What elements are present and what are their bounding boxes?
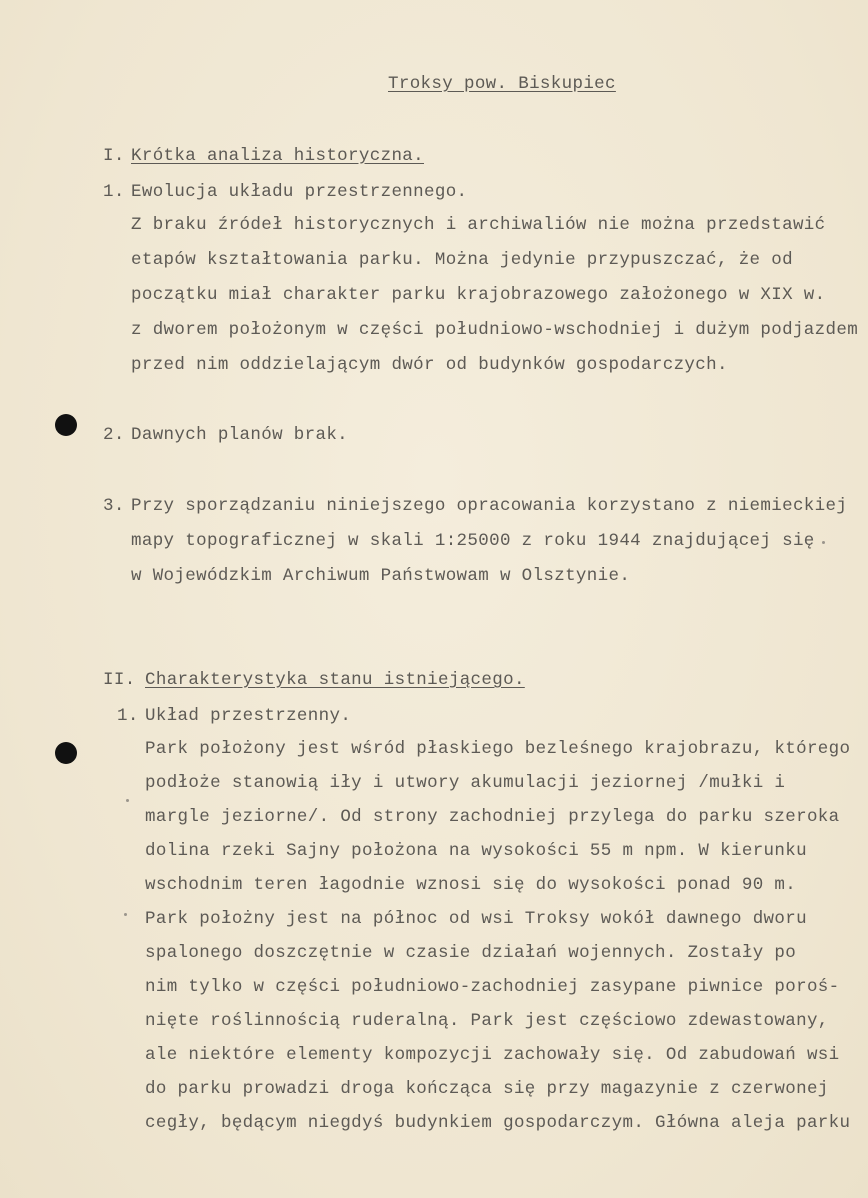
paragraph-line: przed nim oddzielającym dwór od budynków gospodarczych.	[131, 355, 728, 375]
section1-item2-number: 2.	[103, 425, 125, 445]
paragraph-line: w Wojewódzkim Archiwum Państwowam w Olsztynie.	[131, 566, 631, 586]
section1-item3-number: 3.	[103, 496, 125, 516]
paragraph-line: Park położny jest na północ od wsi Troksy wokół dawnego dworu	[145, 909, 807, 929]
section1-heading: Krótka analiza historyczna.	[131, 146, 424, 166]
paragraph-line: cegły, będącym niegdyś budynkiem gospodarczym. Główna aleja parku	[145, 1113, 851, 1133]
section2-number: II.	[103, 670, 136, 690]
paragraph-line: do parku prowadzi droga kończąca się przy magazynie z czerwonej	[145, 1079, 829, 1099]
paper-speck	[822, 541, 825, 544]
section1-item1-number: 1.	[103, 182, 125, 202]
section2-item1-number: 1.	[117, 706, 139, 726]
paragraph-line: etapów kształtowania parku. Można jedynie przypuszczać, że od	[131, 250, 793, 270]
section1-item2-text: Dawnych planów brak.	[131, 425, 349, 445]
paper-speck	[126, 799, 129, 802]
paragraph-line: ale niektóre elementy kompozycji zachowały się. Od zabudowań wsi	[145, 1045, 840, 1065]
paragraph-line: Przy sporządzaniu niniejszego opracowania korzystano z niemieckiej	[131, 496, 848, 516]
section2-item1-title: Układ przestrzenny.	[145, 706, 352, 726]
paper-speck	[124, 913, 127, 916]
paragraph-line: margle jeziorne/. Od strony zachodniej przylega do parku szeroka	[145, 807, 840, 827]
section1-item1-title: Ewolucja układu przestrzennego.	[131, 182, 468, 202]
paragraph-line: spalonego doszczętnie w czasie działań wojennych. Zostały po	[145, 943, 797, 963]
section2-heading: Charakterystyka stanu istniejącego.	[145, 670, 525, 690]
document-title: Troksy pow. Biskupiec	[388, 74, 616, 94]
paragraph-line: z dworem położonym w części południowo-wschodniej i dużym podjazdem	[131, 320, 859, 340]
paragraph-line: początku miał charakter parku krajobrazowego założonego w XIX w.	[131, 285, 826, 305]
paragraph-line: nim tylko w części południowo-zachodniej zasypane piwnice poroś-	[145, 977, 840, 997]
paragraph-line: nięte roślinnością ruderalną. Park jest częściowo zdewastowany,	[145, 1011, 829, 1031]
section1-number: I.	[103, 146, 125, 166]
paragraph-line: wschodnim teren łagodnie wznosi się do wysokości ponad 90 m.	[145, 875, 797, 895]
paragraph-line: podłoże stanowią iły i utwory akumulacji jeziornej /mułki i	[145, 773, 786, 793]
paragraph-line: mapy topograficznej w skali 1:25000 z roku 1944 znajdującej się	[131, 531, 815, 551]
paragraph-line: Z braku źródeł historycznych i archiwaliów nie można przedstawić	[131, 215, 826, 235]
paragraph-line: Park położony jest wśród płaskiego bezleśnego krajobrazu, którego	[145, 739, 851, 759]
paragraph-line: dolina rzeki Sajny położona na wysokości 55 m npm. W kierunku	[145, 841, 807, 861]
punch-hole-bottom	[55, 742, 77, 764]
punch-hole-top	[55, 414, 77, 436]
